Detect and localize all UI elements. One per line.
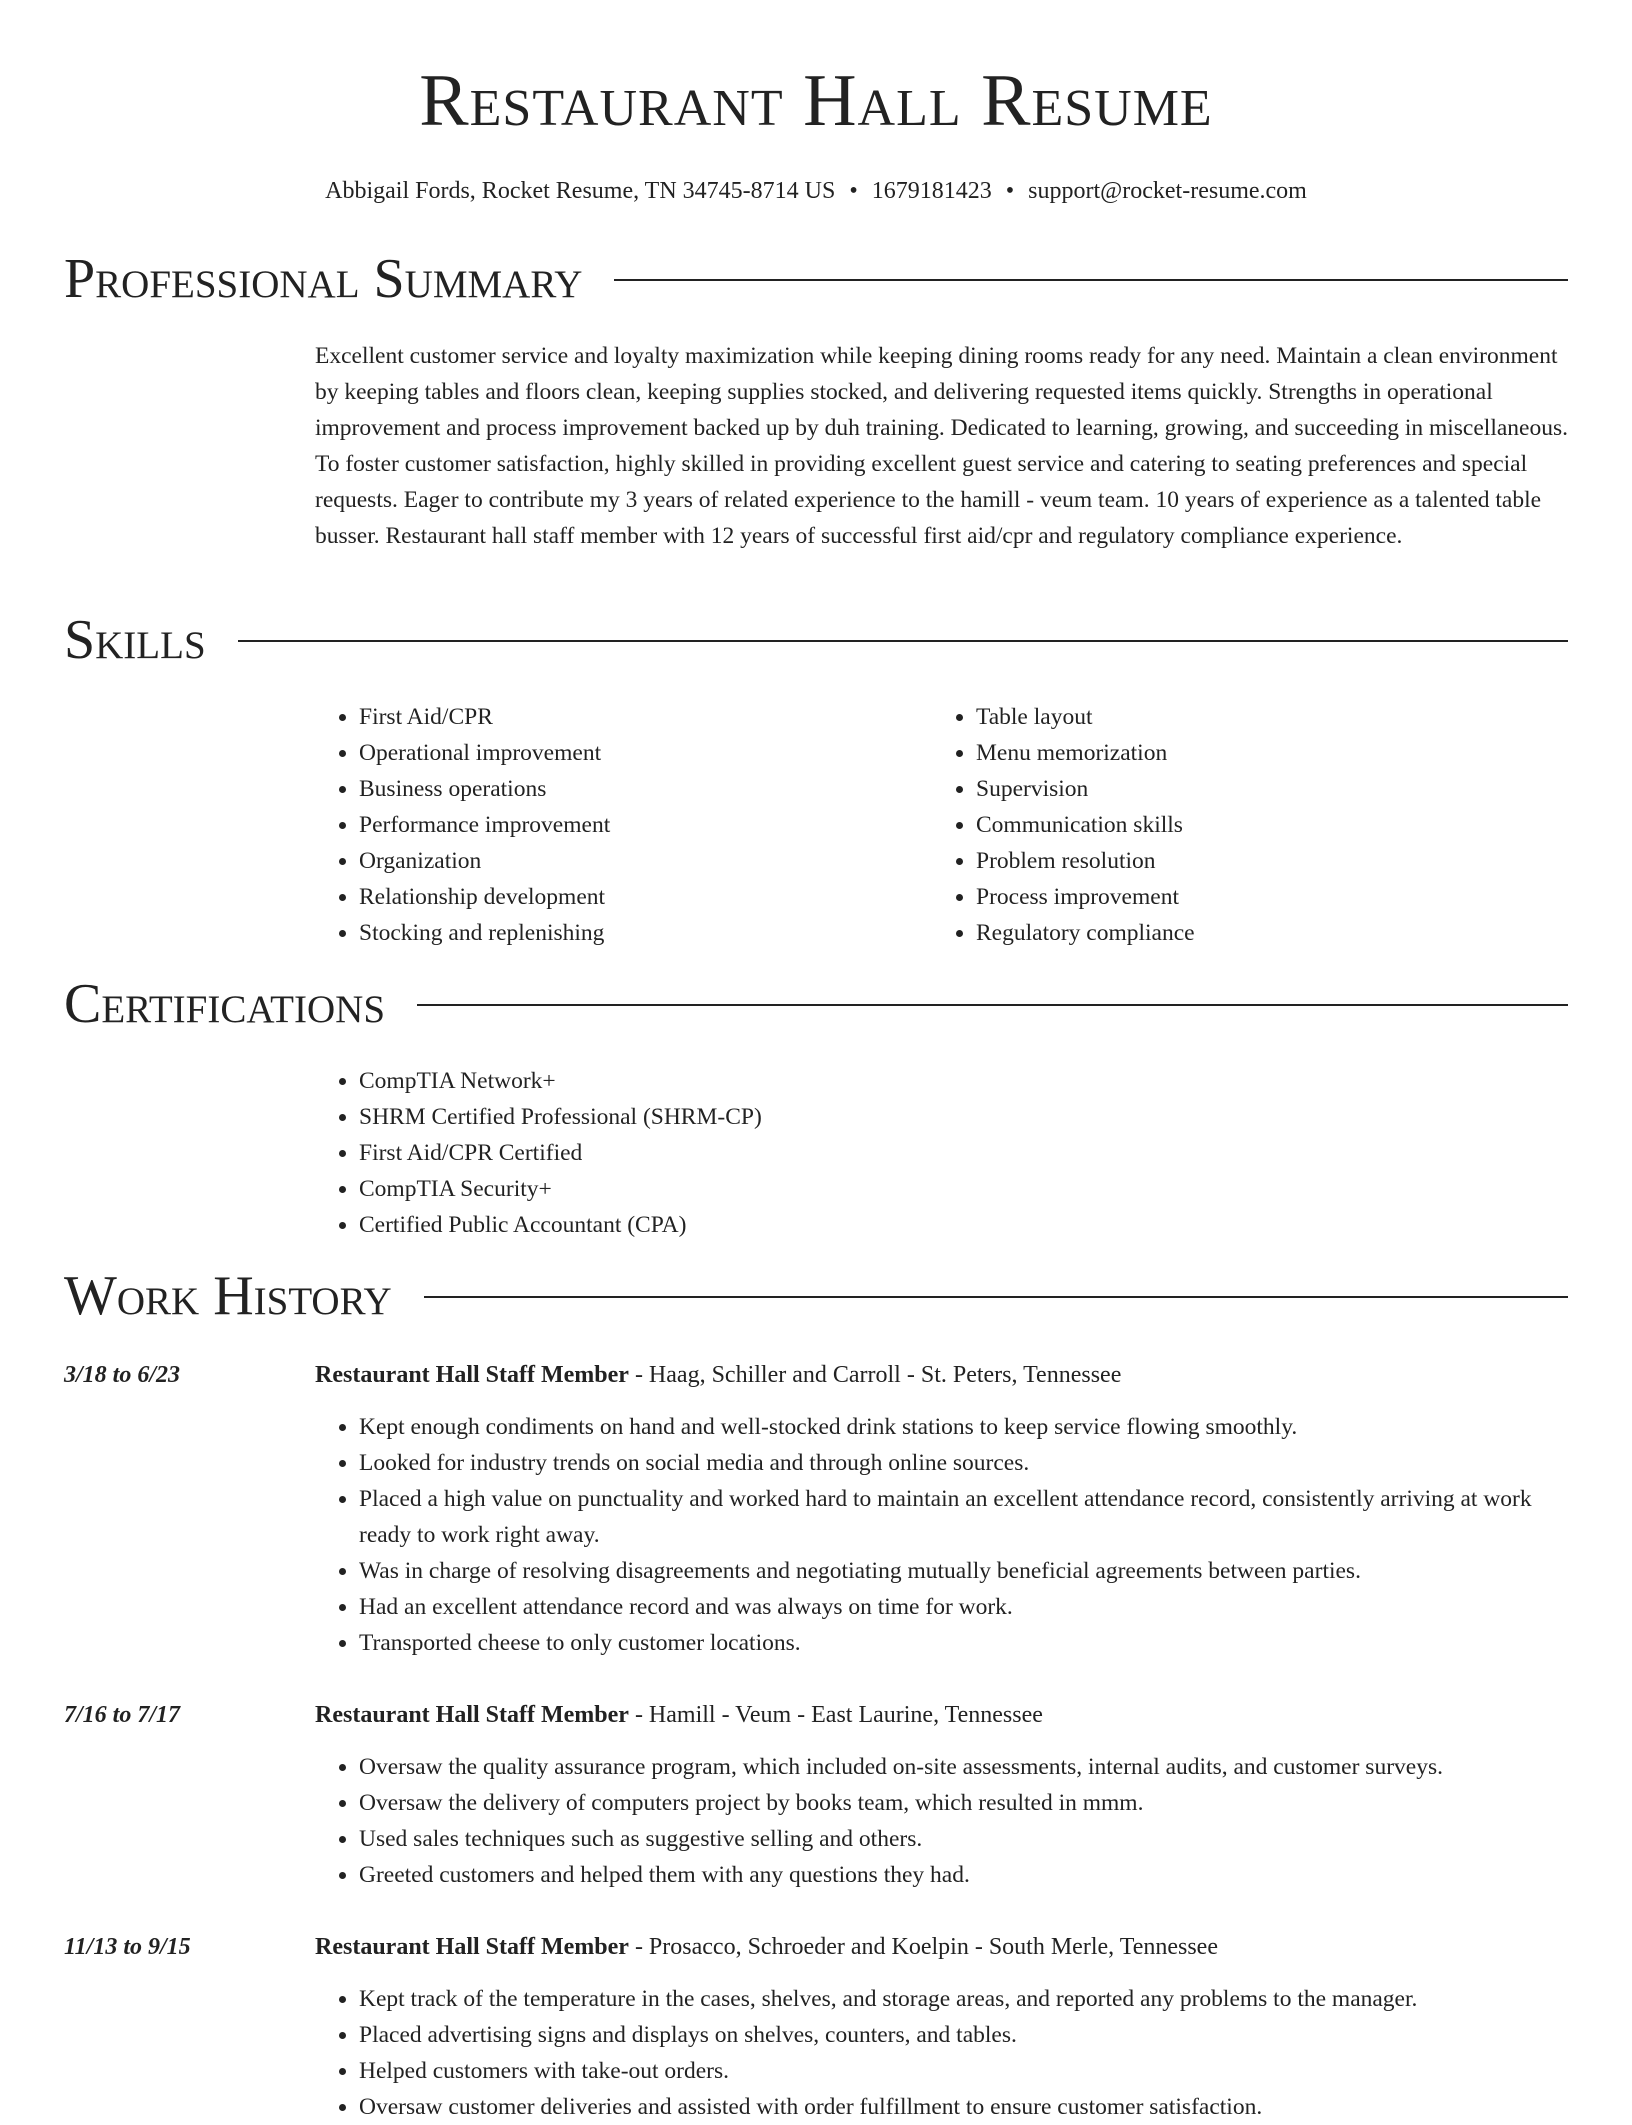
- skill-item: • Performance improvement: [359, 807, 915, 843]
- job-duty-item: • Looked for industry trends on social media and through online sources.: [359, 1445, 1568, 1481]
- job-duty-item: • Helped customers with take-out orders.: [359, 2053, 1568, 2089]
- skill-item: • Process improvement: [976, 879, 1532, 915]
- job-duty-item: • Oversaw the quality assurance program, which included on-site assessments, internal audits, and customer surveys.: [359, 1749, 1568, 1785]
- contact-line: [0, 174, 1632, 208]
- job-dates: 11/13 to 9/15: [64, 1934, 191, 1960]
- skills-section-header: [64, 608, 1568, 672]
- job-duties: [315, 1981, 1568, 2125]
- contact-phone: 1679181423: [871, 178, 992, 204]
- certification-item: • CompTIA Network+: [359, 1063, 1515, 1099]
- section-divider: [417, 1004, 1568, 1006]
- job-duty-item: • Kept enough condiments on hand and well-stocked drink stations to keep service flowing smoothly.: [359, 1409, 1568, 1445]
- work-history-section-header: [64, 1264, 1568, 1328]
- skill-item: • Table layout: [976, 699, 1532, 735]
- certification-item: • CompTIA Security+: [359, 1171, 1515, 1207]
- skills-column-left: [315, 699, 915, 951]
- summary-text: Excellent customer service and loyalty maximization while keeping dining rooms ready for any need. Maintain a clean environment by keeping tables and floors clean, keeping supplies stocked, and delivering requested items quickly. Strengths in operational improvement and process improvement backed up by duh training. Dedicated to learning, growing, and succeeding in miscellaneous. To foster customer satisfaction, highly skilled in providing excellent guest service and catering to seating preferences and special requests. Eager to contribute my 3 years of related experience to the hamill - veum team. 10 years of experience as a talented table busser. Restaurant hall staff member with 12 years of successful first aid/cpr and regulatory compliance experience.: [315, 343, 1568, 549]
- job-heading: [315, 1698, 1043, 1732]
- contact-separator: •: [849, 178, 858, 204]
- job-title: Restaurant Hall Staff Member: [315, 1934, 629, 1960]
- job-heading: [315, 1358, 1121, 1392]
- skill-item: • Stocking and replenishing: [359, 915, 915, 951]
- certification-item: • SHRM Certified Professional (SHRM-CP): [359, 1099, 1515, 1135]
- skill-item: • Business operations: [359, 771, 915, 807]
- skills-column-right: [932, 699, 1532, 951]
- section-divider: [614, 279, 1568, 281]
- job-duty-item: • Used sales techniques such as suggestive selling and others.: [359, 1821, 1568, 1857]
- job-duty-item: • Had an excellent attendance record and was always on time for work.: [359, 1589, 1568, 1625]
- job-duty-item: • Was in charge of resolving disagreements and negotiating mutually beneficial agreements between parties.: [359, 1553, 1568, 1589]
- job-duty-item: • Placed a high value on punctuality and worked hard to maintain an excellent attendance record, consistently arriving at work ready to work right away.: [359, 1481, 1568, 1553]
- skills-heading: Skills: [64, 609, 206, 671]
- job-employer-location: - Haag, Schiller and Carroll - St. Peters, Tennessee: [628, 1362, 1122, 1388]
- skill-item: • Operational improvement: [359, 735, 915, 771]
- job-employer-location: - Hamill - Veum - East Laurine, Tennessee: [628, 1702, 1043, 1728]
- contact-email: support@rocket-resume.com: [1028, 178, 1307, 204]
- job-duty-item: • Transported cheese to only customer locations.: [359, 1625, 1568, 1661]
- certification-item: • First Aid/CPR Certified: [359, 1135, 1515, 1171]
- skill-item: • Problem resolution: [976, 843, 1532, 879]
- job-dates: 3/18 to 6/23: [64, 1362, 181, 1388]
- certifications-list: [315, 1063, 1515, 1243]
- job-heading: [315, 1930, 1218, 1964]
- summary-section-header: [64, 247, 1568, 311]
- job-duty-item: • Placed advertising signs and displays on shelves, counters, and tables.: [359, 2017, 1568, 2053]
- skill-item: • Relationship development: [359, 879, 915, 915]
- job-dates: 7/16 to 7/17: [64, 1702, 181, 1728]
- skill-item: • Regulatory compliance: [976, 915, 1532, 951]
- skill-item: • First Aid/CPR: [359, 699, 915, 735]
- summary-heading: Professional Summary: [64, 248, 583, 310]
- skill-item: • Supervision: [976, 771, 1532, 807]
- section-divider: [238, 640, 1568, 642]
- job-duty-item: • Greeted customers and helped them with any questions they had.: [359, 1857, 1568, 1893]
- job-duty-item: • Kept track of the temperature in the cases, shelves, and storage areas, and reported any problems to the manager.: [359, 1981, 1568, 2017]
- certifications-section-header: [64, 972, 1568, 1036]
- skill-item: • Organization: [359, 843, 915, 879]
- job-duties: [315, 1409, 1568, 1661]
- page-title: Restaurant Hall Resume: [419, 60, 1213, 142]
- contact-address: Abbigail Fords, Rocket Resume, TN 34745-8714 US: [325, 178, 836, 204]
- skill-item: • Communication skills: [976, 807, 1532, 843]
- section-divider: [424, 1296, 1568, 1298]
- job-title: Restaurant Hall Staff Member: [315, 1702, 629, 1728]
- job-duty-item: • Oversaw customer deliveries and assisted with order fulfillment to ensure customer satisfaction.: [359, 2089, 1568, 2125]
- job-duties: [315, 1749, 1568, 1893]
- job-duty-item: • Oversaw the delivery of computers project by books team, which resulted in mmm.: [359, 1785, 1568, 1821]
- certifications-heading: Certifications: [64, 973, 386, 1035]
- work-history-heading: Work History: [64, 1265, 392, 1327]
- certification-item: • Certified Public Accountant (CPA): [359, 1207, 1515, 1243]
- skill-item: • Menu memorization: [976, 735, 1532, 771]
- job-employer-location: - Prosacco, Schroeder and Koelpin - South Merle, Tennessee: [628, 1934, 1218, 1960]
- job-title: Restaurant Hall Staff Member: [315, 1362, 629, 1388]
- contact-separator: •: [1005, 178, 1015, 204]
